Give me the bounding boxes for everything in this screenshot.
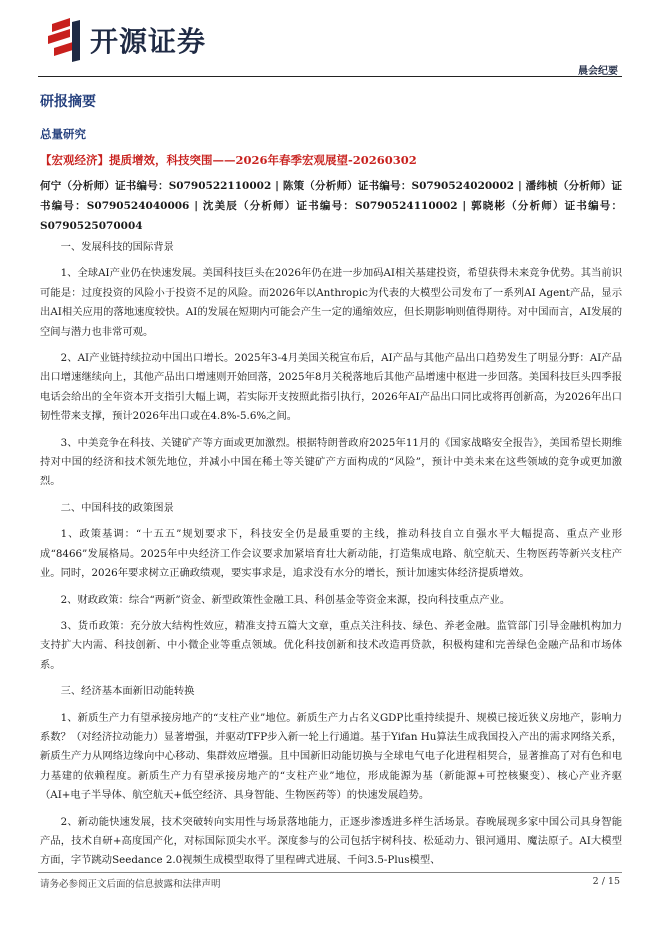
kaiyuan-logo-icon — [48, 18, 82, 62]
paragraph: 1、新质生产力有望承接房地产的“支柱产业”地位。新质生产力占名义GDP比重持续提升、规模已接近狭义房地产，影响力系数？（对经济拉动能力）显著增强，并驱动TFP步入新一轮上行通道。基于Yifan Hu算法生成我国投入产出的需求网络关系，新质生产力从网络边缘向中心移动、集群效应增强。且中国新旧动能切换与全球电气电子化进程相契合，显著推高了对有色和电力基建的依赖程度。新质生产力有望承接房地产的“支柱产业”地位，形成能源为基（新能源+可控核聚变）、核心产业齐驱（AI+电子半导体、航空航天+低空经济、具身智能、生物医药等）的快速发展趋势。 — [40, 711, 622, 802]
doc-type-label: 晨会纪要 — [578, 66, 618, 77]
page-number: 2 / 15 — [592, 876, 620, 887]
page-header — [0, 0, 662, 80]
heading-policy-picture: 二、中国科技的政策图景 — [60, 501, 174, 514]
section-title: 研报摘要 — [40, 94, 96, 110]
heading-international-background: 一、发展科技的国际背景 — [60, 241, 174, 253]
paragraph: 3、货币政策：充分放大结构性效应，精准支持五篇大文章，重点关注科技、绿色、养老金融。监管部门引导金融机构加力支持扩大内需、科技创新、中小微企业等重点领域。优化科技创新和技术改造再贷款，积极构建和完善绿色金融产品和市场体系。 — [40, 619, 622, 671]
header-divider — [38, 76, 622, 77]
paragraph: 2、AI产业链持续拉动中国出口增长。2025年3-4月美国关税宣布后，AI产品与其他产品出口趋势发生了明显分野：AI产品出口增速继续向上，其他产品出口增速则开始回落，2025年8月关税落地后其他产品增速中枢进一步回落。美国科技巨头四季报电话会给出的全年资本开支指引大幅上调，若实际开支按照此指引执行，2026年AI产品出口同比或将再创新高，为2026年出口韧性带来支撑，预计2026年出口或在4.8%-5.6%之间。 — [40, 352, 622, 423]
footer-disclaimer: 请务必参阅正文后面的信息披露和法律声明 — [40, 879, 221, 890]
paragraph: 1、政策基调：“十五五”规划要求下，科技安全仍是最重要的主线，推动科技自立自强水平大幅提高、重点产业形成“8466”发展格局。2025年中央经济工作会议要求加紧培育壮大新动能，打造集成电路、航空航天、生物医药等新兴支柱产业。同时，2026年要求树立正确政绩观，要实事求是，追求没有水分的增长，预计加速实体经济提质增效。 — [40, 528, 622, 580]
author-list: 何宁（分析师）证书编号：S0790522110002 | 陈策（分析师）证书编号：S0790524020002 | 潘纬桢（分析师）证书编号：S0790524040006 | 沈美辰（分析师）证书编号：S0790524110002 | 郭晓彬（分析师）证书编号：S0790525070004 — [40, 180, 622, 232]
footer-divider — [38, 872, 622, 873]
article-body — [40, 238, 622, 878]
article-title: 【宏观经济】提质增效，科技突围——2026年春季宏观展望-20260302 — [40, 153, 417, 167]
paragraph: 3、中美竞争在科技、关键矿产等方面或更加激烈。根据特朗普政府2025年11月的《国家战略安全报告》，美国希望长期维持对中国的经济和技术领先地位，并减小中国在稀土等关键矿产方面构成的“风险”，预计中美未来在这些领域的竞争或更加激烈。 — [40, 436, 622, 488]
subsection-title: 总量研究 — [40, 127, 86, 141]
paragraph: 1、全球AI产业仍在快速发展。美国科技巨头在2026年仍在进一步加码AI相关基建投资，希望获得未来竞争优势。其当前识可能是：过度投资的风险小于投资不足的风险。而2026年以Anthropic为代表的大模型公司发布了一系列AI Agent产品，显示出AI相关应用的落地速度较快。AI的发展在短期内可能会产生一定的通缩效应，但长期影响则值得期待。对中国而言，AI发展的空间与潜力也非常可观。 — [40, 267, 622, 338]
logo-text: 开源证券 — [90, 25, 207, 58]
heading-economic-fundamentals: 三、经济基本面新旧动能转换 — [60, 685, 195, 698]
paragraph: 2、财政政策：综合“两新”资金、新型政策性金融工具、科创基金等资金来源，投向科技重点产业。 — [60, 593, 511, 606]
paragraph: 2、新动能快速发展，技术突破转向实用性与场景落地能力，正逐步渗透进多样生活场景。春晚展现多家中国公司具身智能产品，技术自研+高度国产化，对标国际顶尖水平。深度参与的公司包括宇树科技、松延动力、银河通用、魔法原子。AI大模型方面，字节跳动Seedance 2.0视频生成模型取得了里程碑式进展、千问3.5-Plus模型、 — [40, 815, 622, 867]
